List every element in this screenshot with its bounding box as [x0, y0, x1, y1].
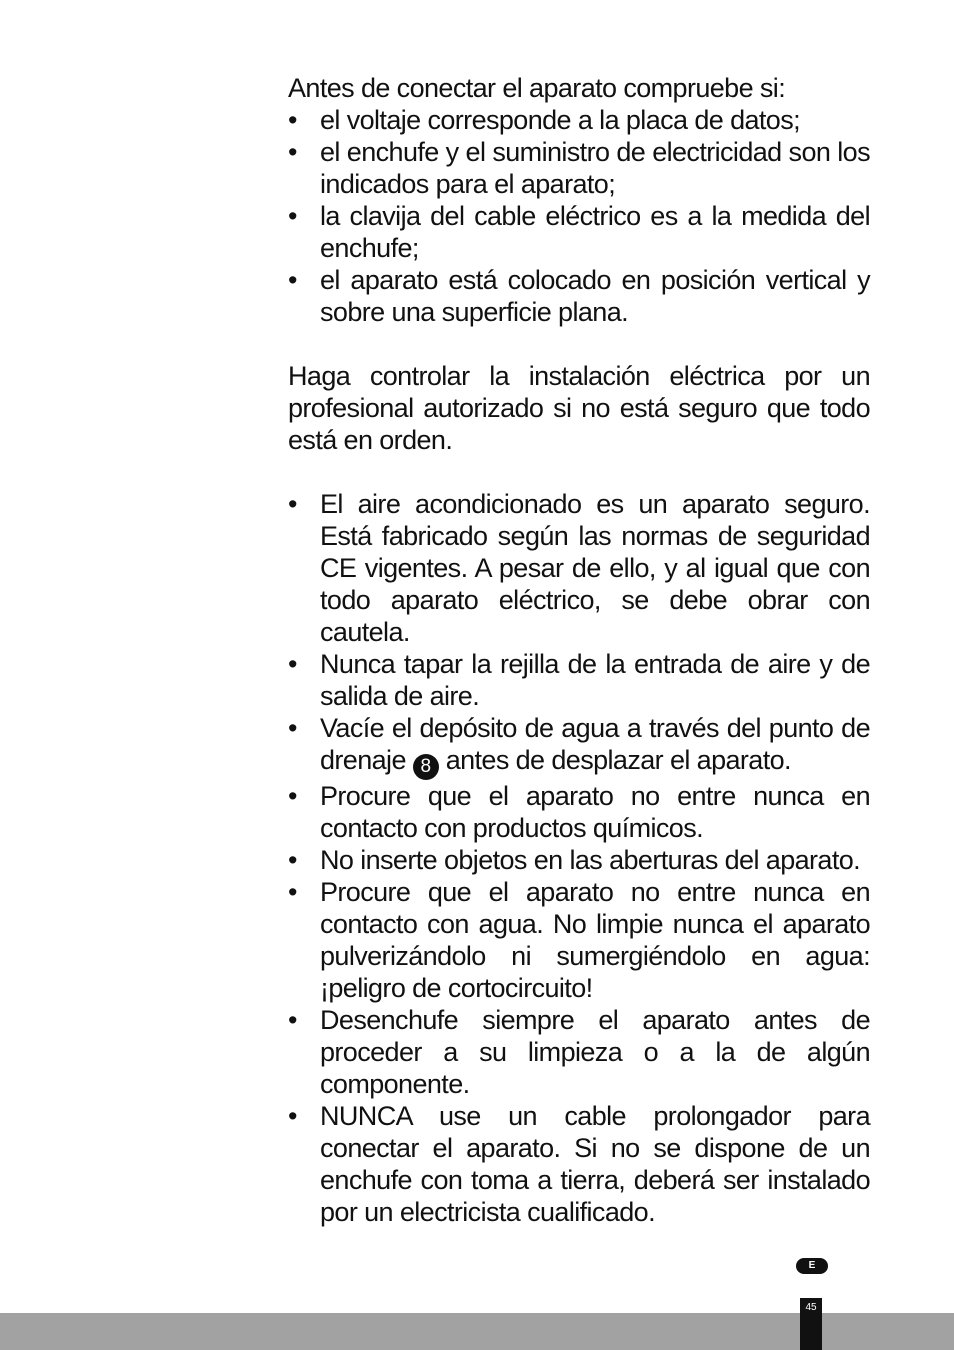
check-list: [288, 104, 870, 328]
safety-item: • Procure que el aparato no entre nunca en contacto con agua. No limpie nunca el aparato pulverizándolo ni sumergiéndolo en agua: ¡peligro de cortocircuito!: [288, 876, 870, 1004]
safety-item-text: Vacíe el depósito de agua a través del punto de drenaje: [320, 713, 870, 775]
safety-item: • Procure que el aparato no entre nunca en contacto con productos químicos.: [288, 780, 870, 844]
language-badge: E: [796, 1258, 828, 1274]
page-content: [288, 72, 870, 1228]
safety-item: • No inserte objetos en las aberturas del aparato.: [288, 844, 870, 876]
safety-item: [288, 712, 870, 780]
check-item: • el voltaje corresponde a la placa de datos;: [288, 104, 870, 136]
safety-item: • El aire acondicionado es un aparato seguro. Está fabricado según las normas de seguridad CE vigentes. A pesar de ello, y al igual que con todo aparato eléctrico, se debe obrar con cautela.: [288, 488, 870, 648]
safety-item-text: antes de desplazar el aparato.: [445, 745, 791, 775]
safety-item: • NUNCA use un cable prolongador para conectar el aparato. Si no se dispone de un enchufe con toma a tierra, deberá ser instalado por un electricista cualificado.: [288, 1100, 870, 1228]
check-item: • el enchufe y el suministro de electricidad son los indicados para el aparato;: [288, 136, 870, 200]
safety-item: • Nunca tapar la rejilla de la entrada de aire y de salida de aire.: [288, 648, 870, 712]
drain-point-marker-icon: 8: [413, 754, 439, 780]
spacer: [288, 456, 870, 488]
spacer: [288, 328, 870, 360]
intro-text: Antes de conectar el aparato compruebe si:: [288, 73, 786, 103]
safety-list: [288, 488, 870, 1228]
safety-item: • Desenchufe siempre el aparato antes de proceder a su limpieza o a la de algún componente.: [288, 1004, 870, 1100]
page-number: 45: [800, 1298, 822, 1350]
check-item: • el aparato está colocado en posición vertical y sobre una superficie plana.: [288, 264, 870, 328]
installation-note: Haga controlar la instalación eléctrica por un profesional autorizado si no está seguro que todo está en orden.: [288, 361, 870, 455]
check-item: • la clavija del cable eléctrico es a la medida del enchufe;: [288, 200, 870, 264]
